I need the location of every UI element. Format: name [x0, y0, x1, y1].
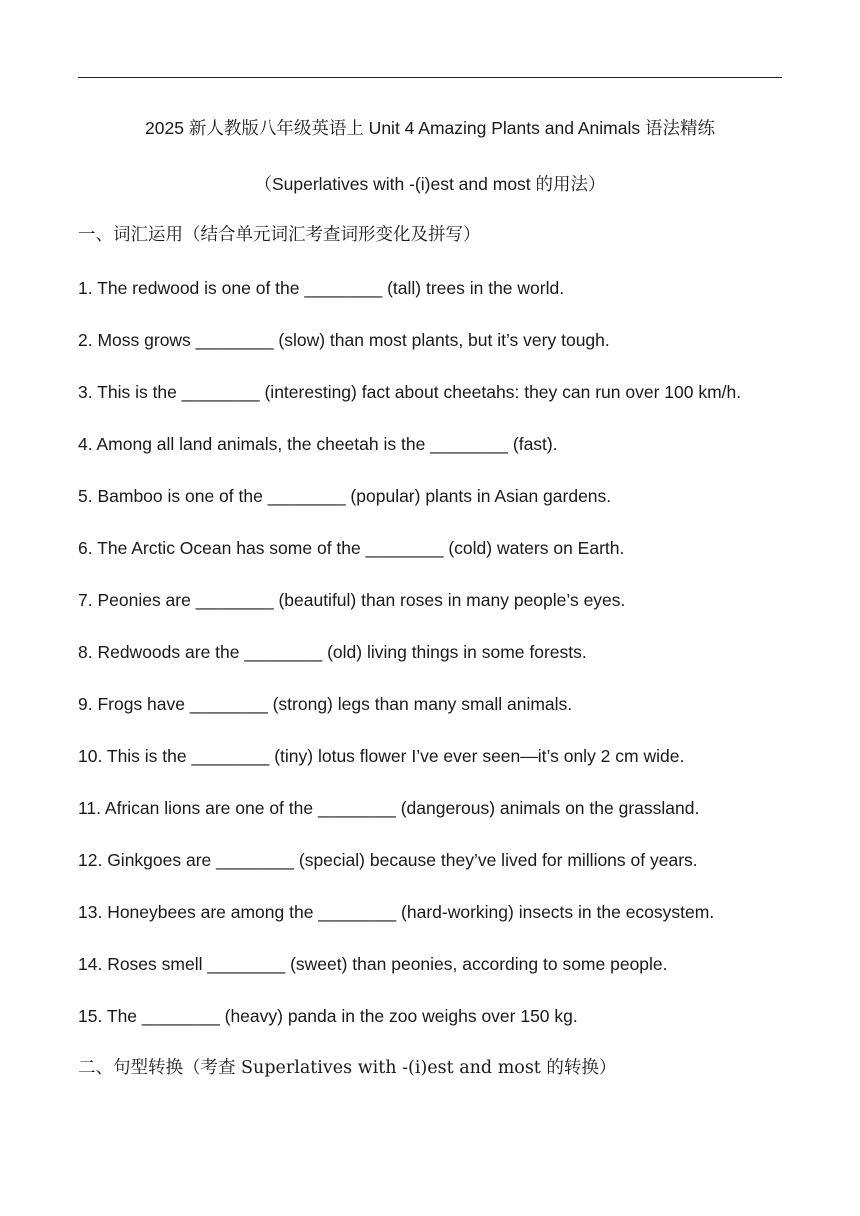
exercise-item-15: 15. The ________ (heavy) panda in the zoo weighs over 150 kg.	[78, 1006, 578, 1026]
exercise-item-8: 8. Redwoods are the ________ (old) living things in some forests.	[78, 642, 587, 662]
exercise-item-10: 10. This is the ________ (tiny) lotus flower I’ve ever seen—it’s only 2 cm wide.	[78, 746, 685, 766]
exercise-item-2: 2. Moss grows ________ (slow) than most plants, but it’s very tough.	[78, 330, 610, 350]
exercise-item-7: 7. Peonies are ________ (beautiful) than roses in many people’s eyes.	[78, 590, 626, 610]
exercise-item-1: 1. The redwood is one of the ________ (tall) trees in the world.	[78, 278, 565, 298]
exercise-item-6: 6. The Arctic Ocean has some of the ________ (cold) waters on Earth.	[78, 538, 625, 558]
exercise-item-3: 3. This is the ________ (interesting) fact about cheetahs: they can run over 100 km/h.	[78, 382, 742, 402]
exercise-item-11: 11. African lions are one of the ________ (dangerous) animals on the grassland.	[78, 798, 700, 818]
header-rule	[78, 77, 782, 78]
exercise-item-13: 13. Honeybees are among the ________ (hard-working) insects in the ecosystem.	[78, 902, 715, 922]
exercise-item-12: 12. Ginkgoes are ________ (special) because they’ve lived for millions of years.	[78, 850, 698, 870]
exercise-item-9: 9. Frogs have ________ (strong) legs than many small animals.	[78, 694, 573, 714]
section-1-heading: 一、词汇运用（结合单元词汇考查词形变化及拼写）	[78, 225, 481, 245]
exercise-item-4: 4. Among all land animals, the cheetah is the ________ (fast).	[78, 434, 558, 454]
exercise-item-5: 5. Bamboo is one of the ________ (popular) plants in Asian gardens.	[78, 486, 612, 506]
document-subtitle: （Superlatives with -(i)est and most 的用法）	[254, 174, 606, 194]
section-2-heading: 二、句型转换（考查 Superlatives with -(i)est and most 的转换）	[78, 1058, 617, 1078]
document-title: 2025 新人教版八年级英语上 Unit 4 Amazing Plants and Animals 语法精练	[145, 118, 715, 138]
exercise-item-14: 14. Roses smell ________ (sweet) than peonies, according to some people.	[78, 954, 668, 974]
